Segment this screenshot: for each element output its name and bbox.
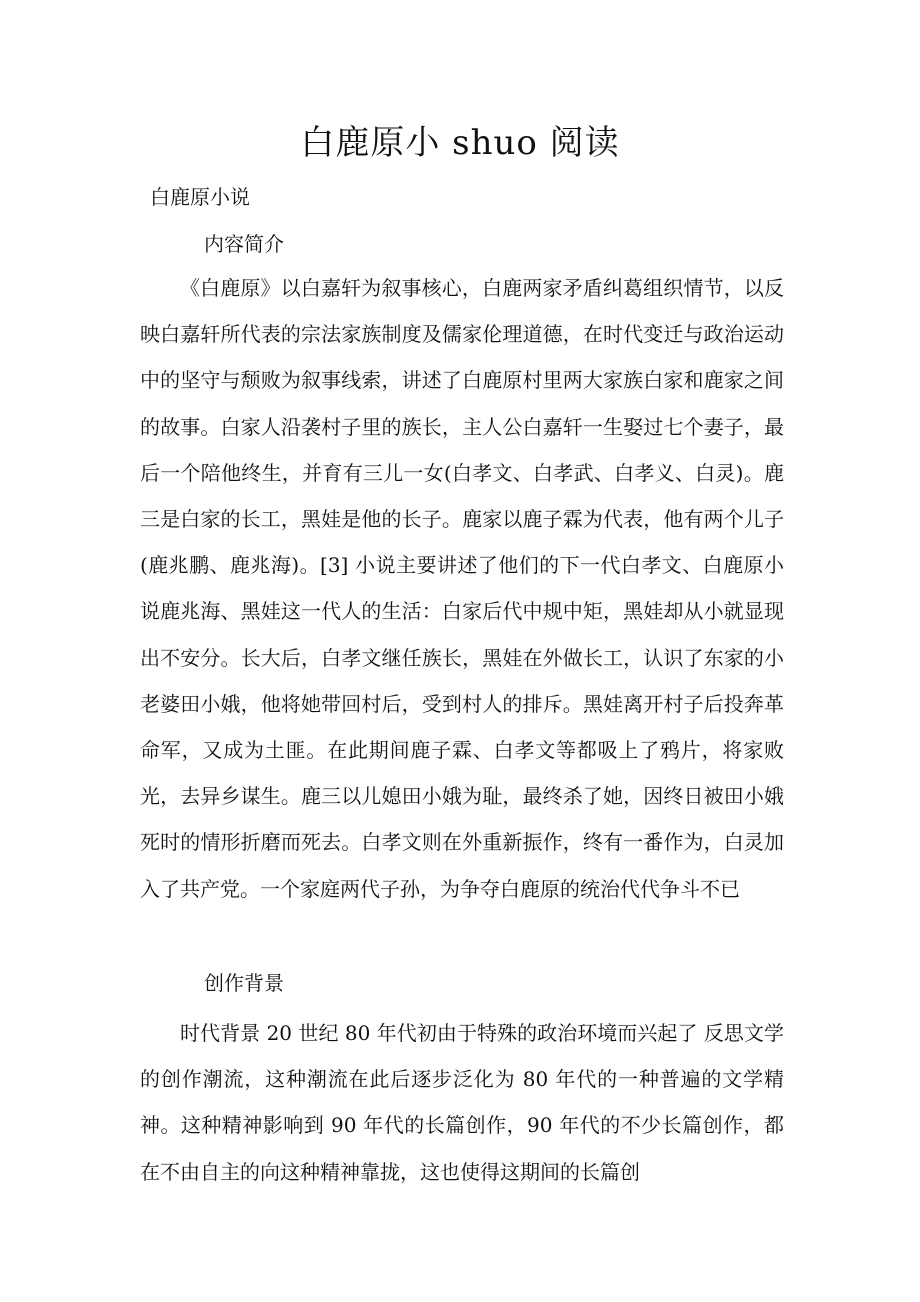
document-subtitle: 白鹿原小说 — [150, 185, 250, 209]
section-heading-background: 创作背景 — [204, 971, 284, 995]
document-title: 白鹿原小 shuo 阅读 — [300, 123, 620, 163]
section-paragraph-background: 时代背景 20 世纪 80 年代初由于特殊的政治环境而兴起了 反思文学 的创作潮流，这种潮流在此后逐步泛化为 80 年代的一种普遍的文学精神。这种精神影响到 90 年代的长篇创作，90 年代的不少长篇创作，都在不由自主的向这种精神靠拢，这也使得这期间的长篇创 — [140, 1021, 784, 1184]
section-heading-summary: 内容简介 — [204, 232, 284, 256]
section-paragraph-summary: 《白鹿原》以白嘉轩为叙事核心，白鹿两家矛盾纠葛组织情节，以反映白嘉轩所代表的宗法家族制度及儒家伦理道德，在时代变迁与政治运动中的坚守与颓败为叙事线索，讲述了白鹿原村里两大家族白家和鹿家之间的故事。白家人沿袭村子里的族长，主人公白嘉轩一生娶过七个妻子，最后一个陪他终生，并育有三儿一女(白孝文、白孝武、白孝义、白灵)。鹿三是白家的长工，黑娃是他的长子。鹿家以鹿子霖为代表，他有两个儿子(鹿兆鹏、鹿兆海)。[3] 小说主要讲述了他们的下一代白孝文、白鹿原小说鹿兆海、黑娃这一代人的生活：白家后代中规中矩，黑娃却从小就显现出不安分。长大后，白孝文继任族长，黑娃在外做长工，认识了东家的小老婆田小娥，他将她带回村后，受到村人的排斥。黑娃离开村子后投奔革命军，又成为土匪。在此期间鹿子霖、白孝文等都吸上了鸦片，将家败光，去异乡谋生。鹿三以儿媳田小娥为耻，最终杀了她，因终日被田小娥死时的情形折磨而死去。白孝文则在外重新振作，终有一番作为，白灵加入了共产党。一个家庭两代子孙，为争夺白鹿原的统治代代争斗不已 — [140, 276, 784, 901]
